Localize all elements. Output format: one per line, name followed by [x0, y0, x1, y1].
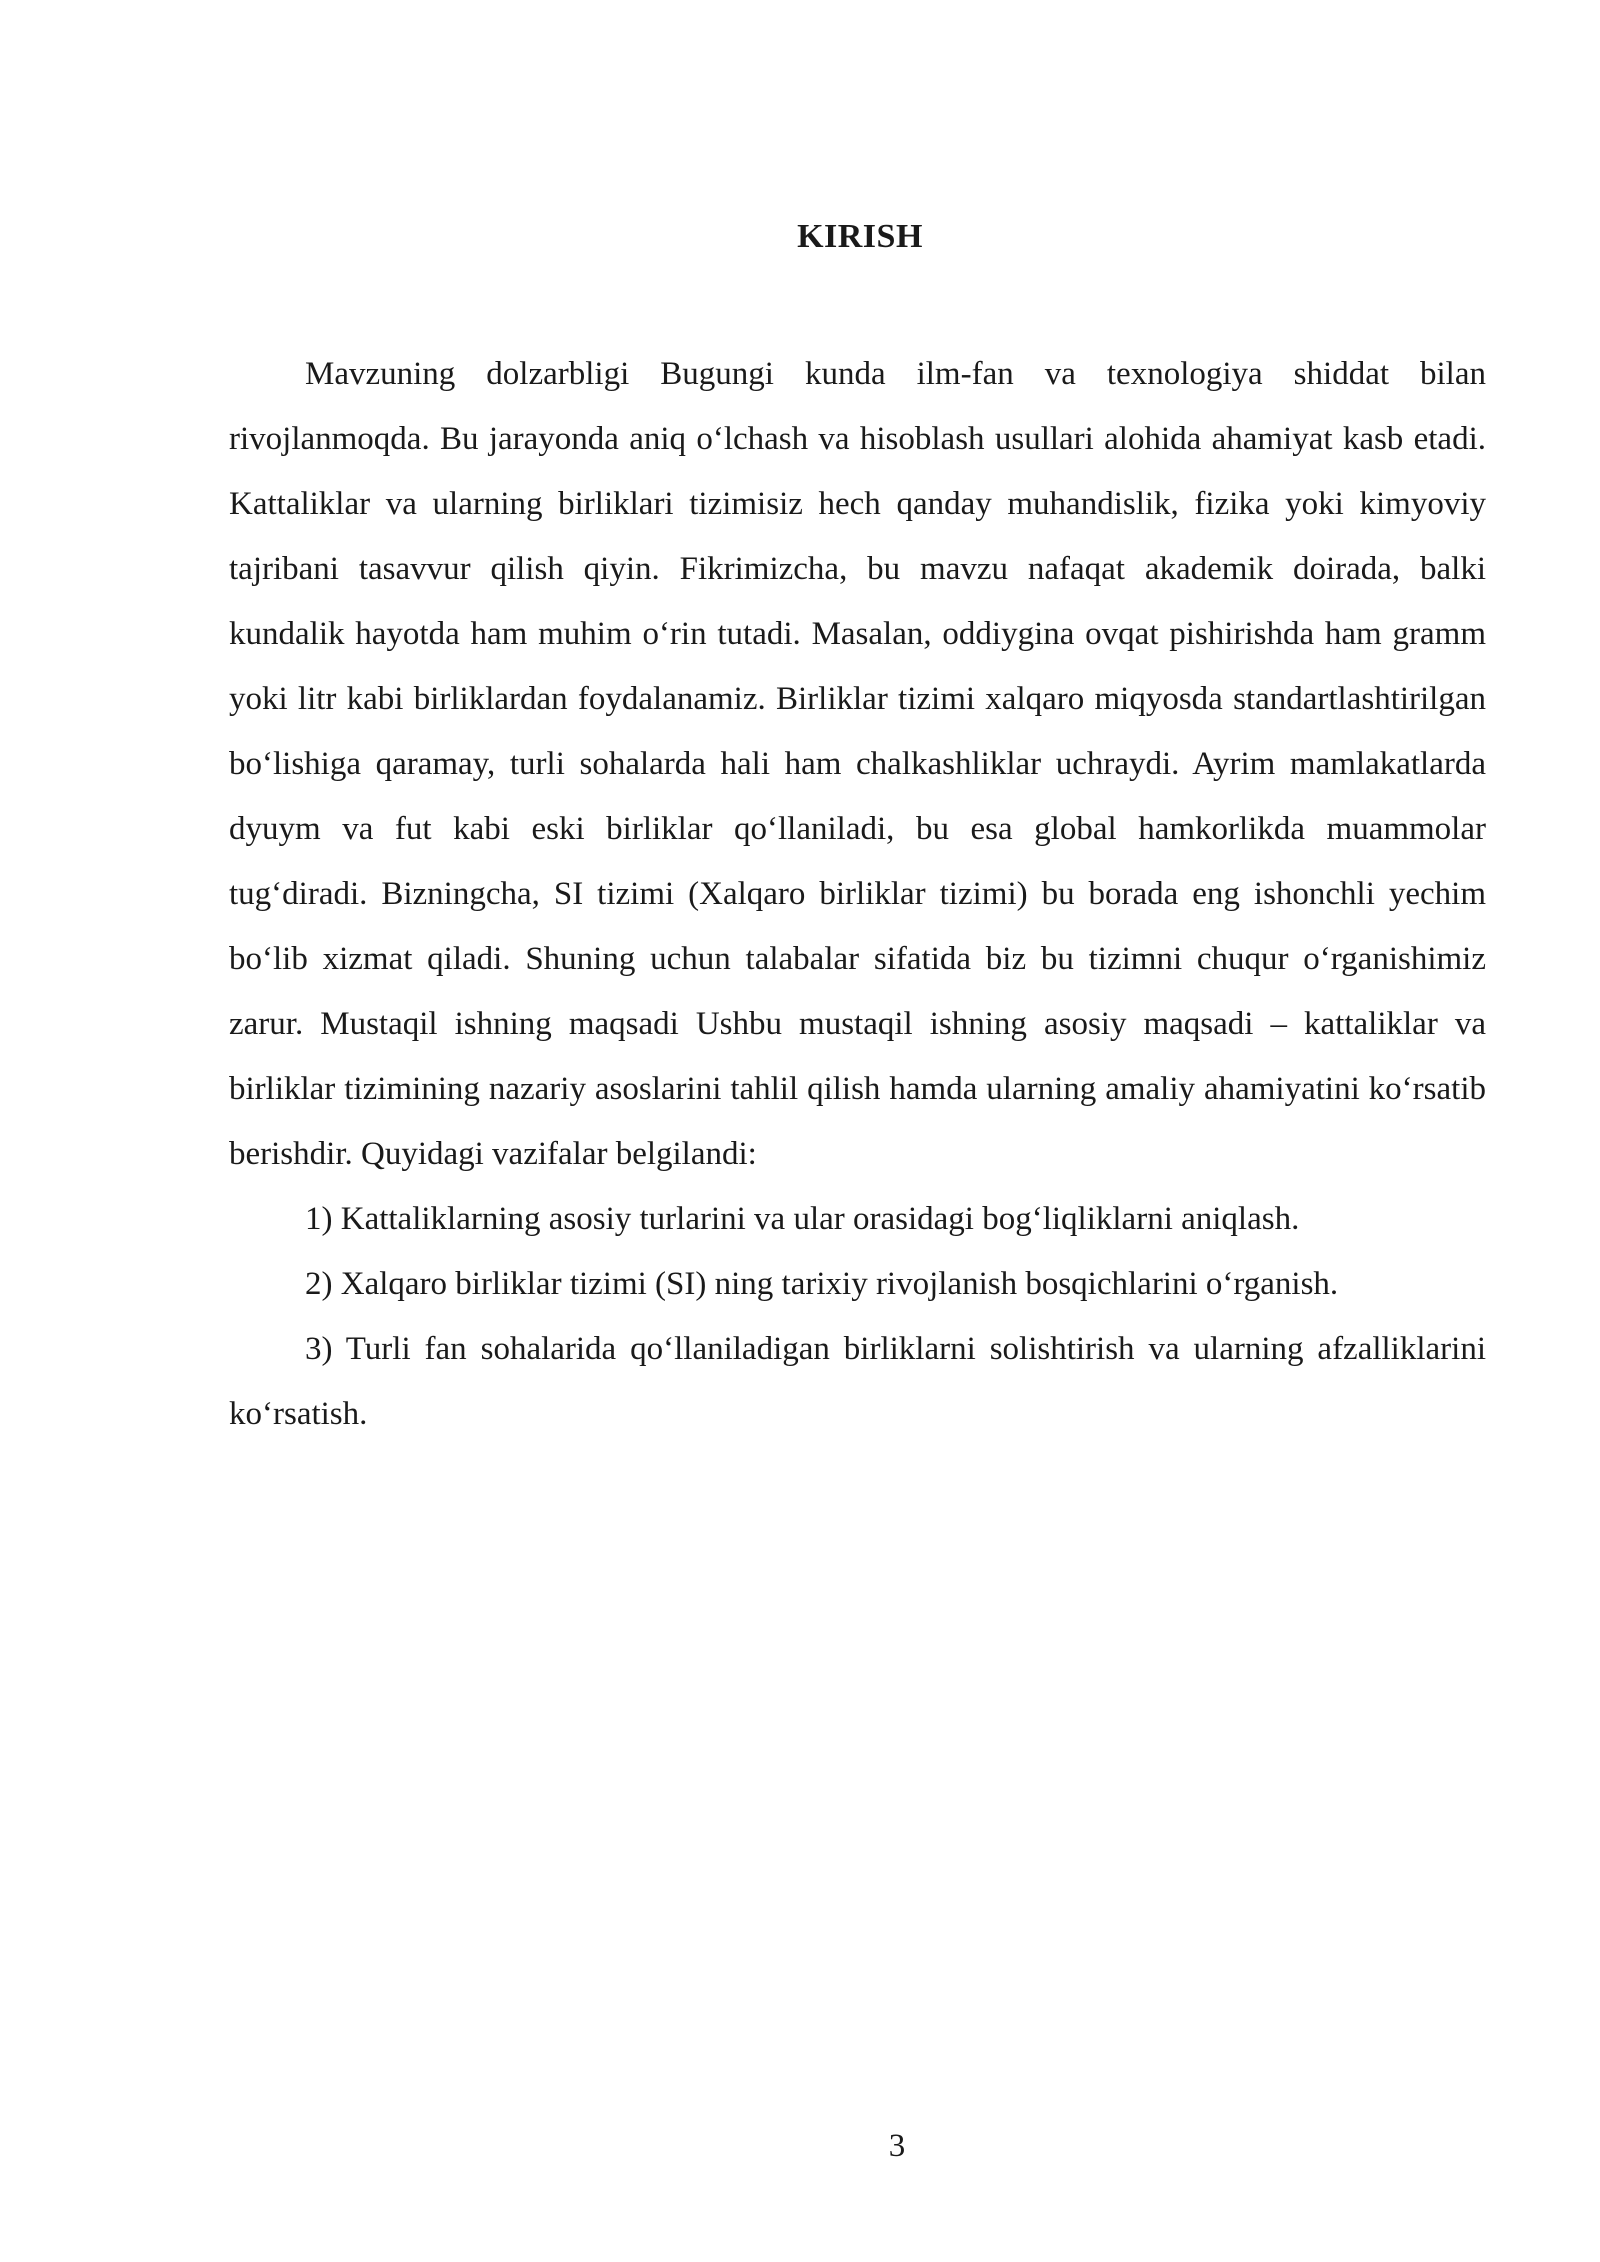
- task-item-2: 2) Xalqaro birliklar tizimi (SI) ning tarixiy rivojlanish bosqichlarini o‘rganish.: [305, 1266, 1339, 1302]
- task-item-1: 1) Kattaliklarning asosiy turlarini va ular orasidagi bog‘liqliklarni aniqlash.: [305, 1201, 1300, 1237]
- page-title: KIRISH: [797, 218, 923, 255]
- task-item-3: 3) Turli fan sohalarida qo‘llaniladigan birliklarni solishtirish va ularning afzalliklarini ko‘rsatish.: [229, 1331, 1486, 1432]
- page-number: 3: [888, 2128, 906, 2164]
- intro-paragraph: Mavzuning dolzarbligi Bugungi kunda ilm-fan va texnologiya shiddat bilan rivojlanmoqda. Bu jarayonda aniq o‘lchash va hisoblash usullari alohida ahamiyat kasb etadi. Kattaliklar va ularning birliklari tizimisiz hech qanday muhandislik, fizika yoki kimyoviy tajribani tasavvur qilish qiyin. Fikrimizcha, bu mavzu nafaqat akademik doirada, balki kundalik hayotda ham muhim o‘rin tutadi. Masalan, oddiygina ovqat pishirishda ham gramm yoki litr kabi birliklardan foydalanamiz. Birliklar tizimi xalqaro miqyosda standartlashtirilgan bo‘lishiga qaramay, turli sohalarda hali ham chalkashliklar uchraydi. Ayrim mamlakatlarda dyuym va fut kabi eski birliklar qo‘llaniladi, bu esa global hamkorlikda muammolar tug‘diradi. Bizningcha, SI tizimi (Xalqaro birliklar tizimi) bu borada eng ishonchli yechim bo‘lib xizmat qiladi. Shuning uchun talabalar sifatida biz bu tizimni chuqur o‘rganishimiz zarur. Mustaqil ishning maqsadi Ushbu mustaqil ishning asosiy maqsadi – kattaliklar va birliklar tizimining nazariy asoslarini tahlil qilish hamda ularning amaliy ahamiyatini ko‘rsatib berishdir. Quyidagi vazifalar belgilandi:: [229, 356, 1486, 1172]
- body-text: [229, 342, 1486, 1447]
